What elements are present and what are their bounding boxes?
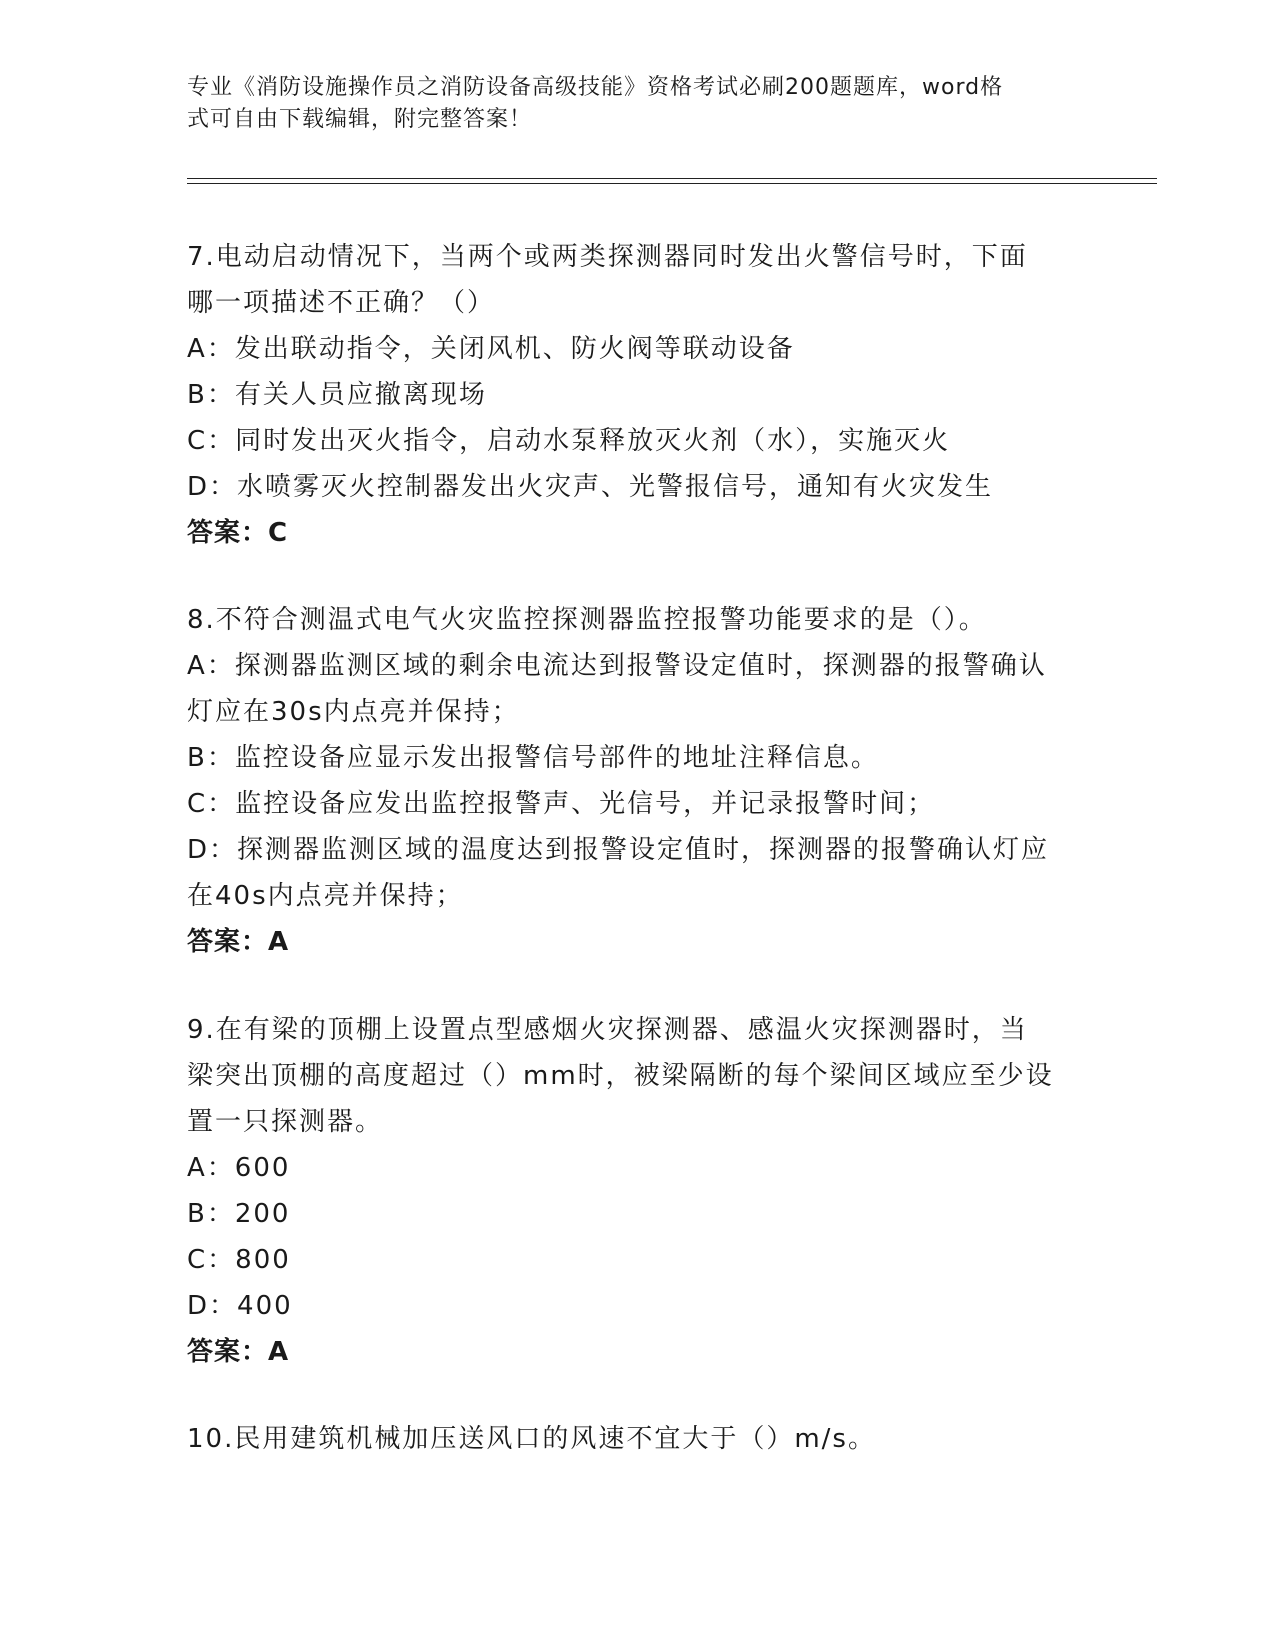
document-header [187, 72, 1067, 136]
option-a: A：探测器监测区域的剩余电流达到报警设定值时，探测器的报警确认 [187, 651, 1047, 681]
question-stem-line: 梁突出顶棚的高度超过（）mm时，被梁隔断的每个梁间区域应至少设 [187, 1061, 1054, 1091]
question-7 [187, 234, 1077, 556]
answer-label: 答案：A [187, 927, 290, 957]
header-line-1: 专业《消防设施操作员之消防设备高级技能》资格考试必刷200题题库，word格 [187, 75, 1004, 100]
question-stem-line: 10.民用建筑机械加压送风口的风速不宜大于（）m/s。 [187, 1424, 876, 1454]
option-b: B：有关人员应撤离现场 [187, 380, 487, 410]
question-stem-line: 哪一项描述不正确？（） [187, 288, 496, 318]
answer-label: 答案：A [187, 1337, 290, 1367]
option-d: D：水喷雾灭火控制器发出火灾声、光警报信号，通知有火灾发生 [187, 472, 994, 502]
option-d-continued: 在40s内点亮并保持； [187, 881, 464, 911]
header-line-2: 式可自由下载编辑，附完整答案！ [187, 107, 533, 132]
option-d: D：探测器监测区域的温度达到报警设定值时，探测器的报警确认灯应 [187, 835, 1050, 865]
question-stem-line: 9.在有梁的顶棚上设置点型感烟火灾探测器、感温火灾探测器时，当 [187, 1015, 1028, 1045]
question-10 [187, 1416, 1077, 1462]
question-8 [187, 597, 1077, 965]
question-9 [187, 1007, 1077, 1375]
question-stem-line: 8.不符合测温式电气火灾监控探测器监控报警功能要求的是（）。 [187, 605, 987, 635]
option-b: B：监控设备应显示发出报警信号部件的地址注释信息。 [187, 743, 879, 773]
question-stem-line: 7.电动启动情况下，当两个或两类探测器同时发出火警信号时，下面 [187, 242, 1028, 272]
option-d: D：400 [187, 1291, 293, 1321]
header-divider-bottom [187, 183, 1157, 184]
answer-label: 答案：C [187, 518, 289, 548]
header-divider-top [187, 178, 1157, 179]
option-b: B：200 [187, 1199, 291, 1229]
option-c: C：监控设备应发出监控报警声、光信号，并记录报警时间； [187, 789, 936, 819]
option-c: C：800 [187, 1245, 291, 1275]
option-a: A：发出联动指令，关闭风机、防火阀等联动设备 [187, 334, 795, 364]
option-a-continued: 灯应在30s内点亮并保持； [187, 697, 520, 727]
option-c: C：同时发出灭火指令，启动水泵释放灭火剂（水），实施灭火 [187, 426, 951, 456]
option-a: A：600 [187, 1153, 291, 1183]
question-stem-line: 置一只探测器。 [187, 1107, 384, 1137]
